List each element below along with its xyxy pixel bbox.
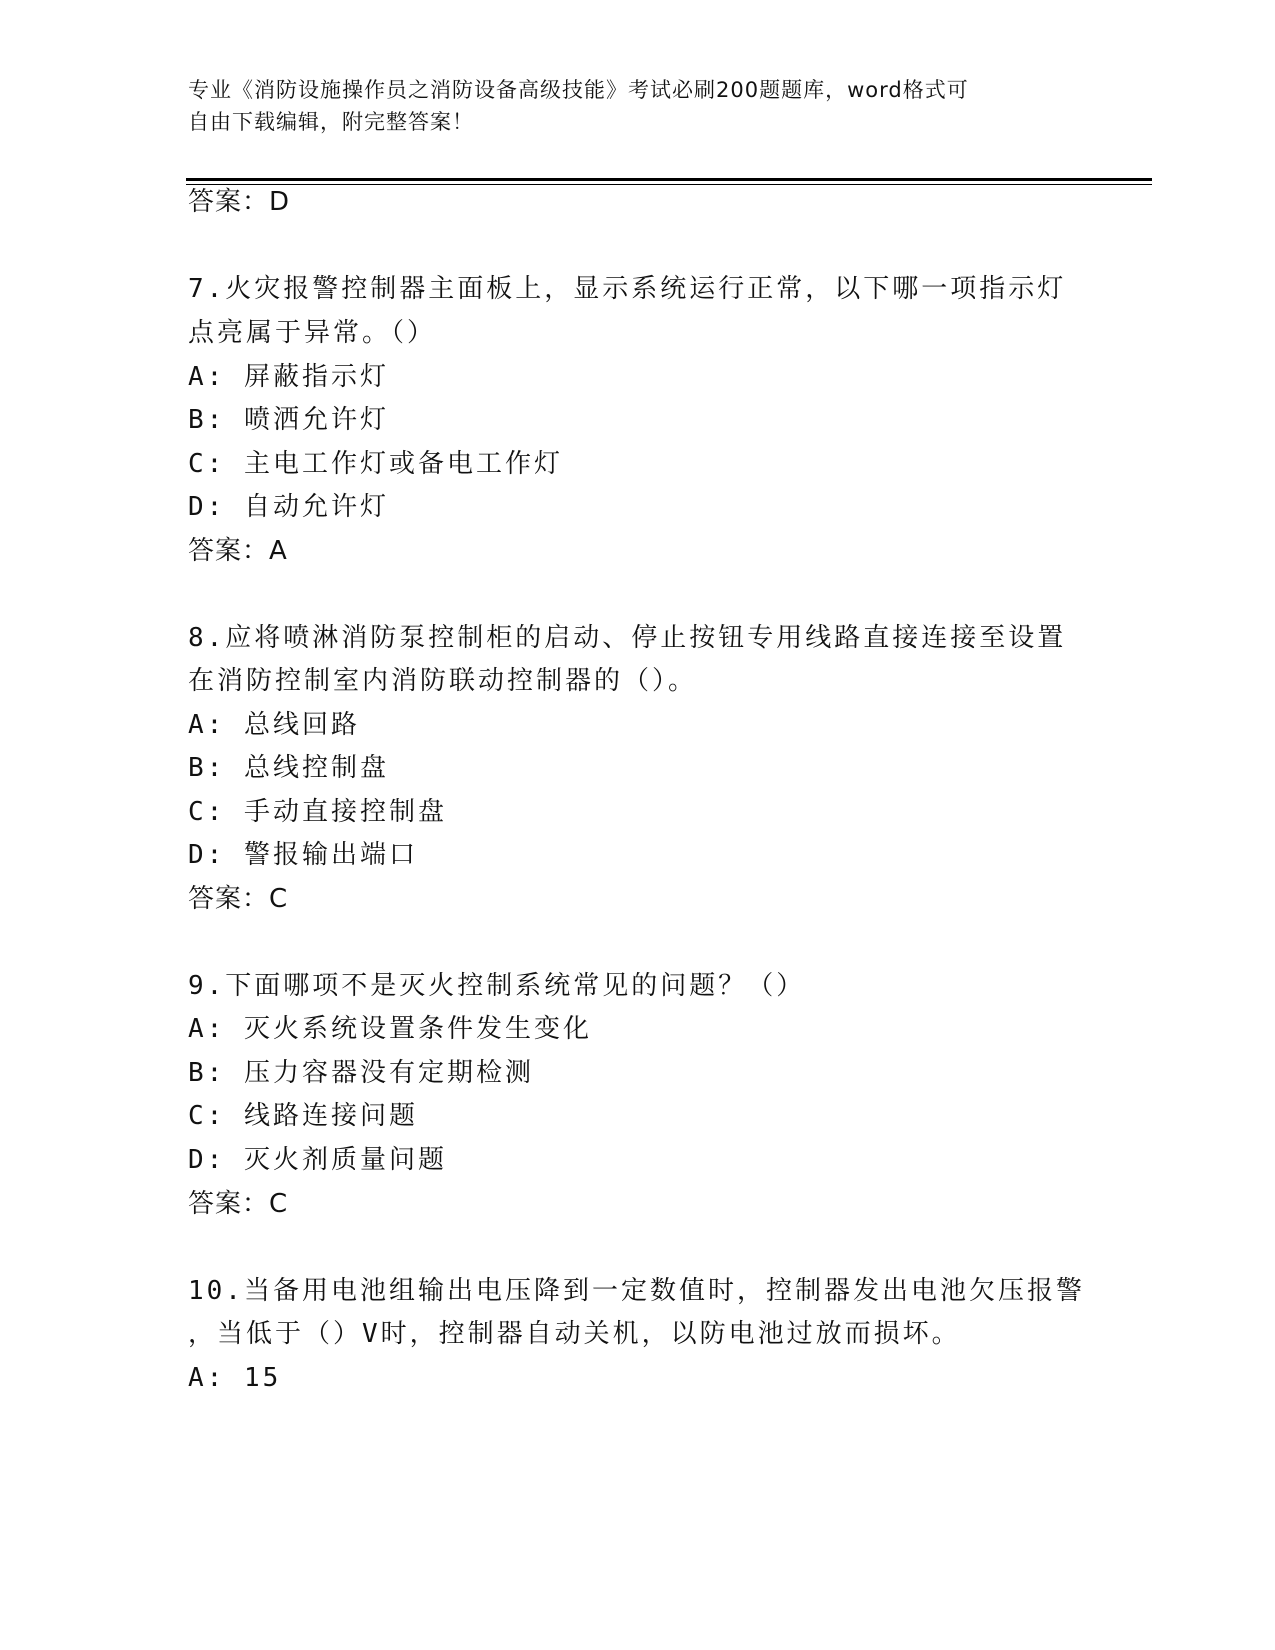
question-9-option-b: B: 压力容器没有定期检测 xyxy=(188,1058,534,1088)
question-7-answer: 答案：A xyxy=(188,536,288,566)
question-8-option-a: A: 总线回路 xyxy=(188,710,360,740)
header-divider-thick xyxy=(186,178,1152,181)
question-10-option-a: A: 15 xyxy=(188,1363,282,1393)
question-7-option-d: D: 自动允许灯 xyxy=(188,492,389,522)
question-7-option-b: B: 喷洒允许灯 xyxy=(188,405,389,435)
previous-answer: 答案：D xyxy=(188,187,291,217)
question-8-stem-line-1: 8.应将喷淋消防泵控制柜的启动、停止按钮专用线路直接连接至设置 xyxy=(188,623,1067,653)
question-8-answer: 答案：C xyxy=(188,884,289,914)
header-line-1: 专业《消防设施操作员之消防设备高级技能》考试必刷200题题库，word格式可 xyxy=(188,78,969,102)
question-7-option-a: A: 屏蔽指示灯 xyxy=(188,362,389,392)
header-line-2: 自由下载编辑，附完整答案！ xyxy=(188,110,474,134)
header-divider-thin xyxy=(186,184,1152,185)
document-header xyxy=(188,74,1078,138)
question-10-stem-line-2: ，当低于（）V时，控制器自动关机，以防电池过放而损坏。 xyxy=(188,1319,961,1349)
question-8-option-d: D: 警报输出端口 xyxy=(188,840,418,870)
question-7-option-c: C: 主电工作灯或备电工作灯 xyxy=(188,449,563,479)
question-9-option-a: A: 灭火系统设置条件发生变化 xyxy=(188,1014,592,1044)
question-8-stem-line-2: 在消防控制室内消防联动控制器的（）。 xyxy=(188,666,698,696)
question-7-stem-line-2: 点亮属于异常。（） xyxy=(188,318,437,348)
question-7-stem-line-1: 7.火灾报警控制器主面板上，显示系统运行正常，以下哪一项指示灯 xyxy=(188,274,1067,304)
question-9-stem-line-1: 9.下面哪项不是灭火控制系统常见的问题？（） xyxy=(188,971,806,1001)
question-8-option-b: B: 总线控制盘 xyxy=(188,753,389,783)
question-9-answer: 答案：C xyxy=(188,1189,289,1219)
question-9-option-d: D: 灭火剂质量问题 xyxy=(188,1145,447,1175)
question-8-option-c: C: 手动直接控制盘 xyxy=(188,797,447,827)
question-9-option-c: C: 线路连接问题 xyxy=(188,1101,418,1131)
question-10-stem-line-1: 10.当备用电池组输出电压降到一定数值时，控制器发出电池欠压报警 xyxy=(188,1276,1085,1306)
